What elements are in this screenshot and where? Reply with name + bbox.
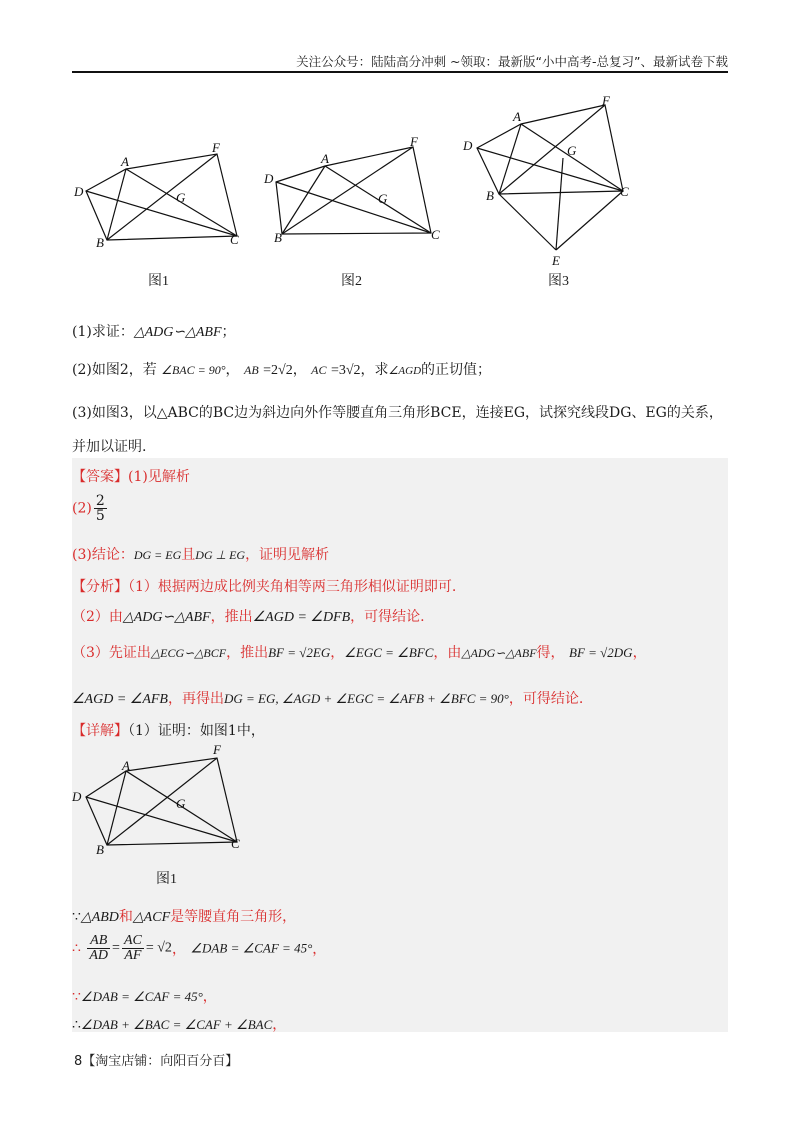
fig3-label-c: C xyxy=(620,184,629,199)
fig2-label-c: C xyxy=(431,227,440,242)
figure-3-caption: 图3 xyxy=(548,274,569,289)
figure-3-diagram xyxy=(455,95,645,270)
detail-fig1-label-g: G xyxy=(176,796,186,811)
detail-line-1: 【详解】（1）证明：如图1中， xyxy=(72,723,265,739)
fig2-label-d: D xyxy=(264,171,274,186)
fig1-label-d: D xyxy=(74,184,84,199)
detail-fig1-label-d: D xyxy=(72,789,82,804)
header-rule xyxy=(72,71,728,73)
analysis-line-1: 【分析】（1）根据两边成比例夹角相等两三角形相似证明即可. xyxy=(72,579,457,595)
fig3-label-f: F xyxy=(602,95,610,108)
detail-step-3: ∵∠DAB = ∠CAF = 45°， xyxy=(72,989,217,1005)
detail-head: 【详解】 xyxy=(72,723,128,739)
analysis-line-4: ∠AGD = ∠AFB，再得出DG = EG, ∠AGD + ∠EGC = ∠AFB + ∠BFC = 90°，可得结论. xyxy=(72,691,584,707)
answer-line-1: 【答案】(1)见解析 xyxy=(72,469,190,485)
fig2-label-b: B xyxy=(274,230,282,245)
fig3-pentagon xyxy=(477,105,623,194)
fig1-label-c: C xyxy=(230,232,239,247)
detail-step-1: ∵△ABD和△ACF是等腰直角三角形， xyxy=(72,909,297,925)
fig2-label-g: G xyxy=(378,191,388,206)
fig3-label-g: G xyxy=(567,143,577,158)
question-3 xyxy=(72,396,728,464)
figure-1-diagram xyxy=(70,140,250,255)
fig2-pentagon xyxy=(276,147,431,234)
question-1: (1)求证：△ADG∽△ABF； xyxy=(72,324,236,340)
analysis-head: 【分析】 xyxy=(72,579,128,595)
detail-fig1-label-f: F xyxy=(213,742,221,757)
question-2: (2)如图2，若 ∠BAC = 90°， AB =2√2， AC =3√2，求∠AGD的正切值； xyxy=(72,362,492,378)
fig1-label-g: G xyxy=(176,190,186,205)
fig3-label-a: A xyxy=(513,109,521,124)
detail-figure-1-diagram xyxy=(70,742,250,860)
page-header: 关注公众号：陆陆高分冲刺 ~领取：最新版“小中高考-总复习”、最新试卷下载 xyxy=(296,54,728,69)
detail-step-4: ∴∠DAB + ∠BAC = ∠CAF + ∠BAC， xyxy=(72,1017,287,1033)
detail-fig1-label-b: B xyxy=(96,842,104,857)
detail-fig1-label-c: C xyxy=(231,836,240,851)
question-3-line-2: 并加以证明. xyxy=(72,439,147,455)
question-3-line-1: (3)如图3，以△ABC的BC边为斜边向外作等腰直角三角形BCE，连接EG，试探究线段DG、EG的关系， xyxy=(72,405,723,421)
figure-2-diagram xyxy=(258,135,448,250)
detail-figure-1-caption: 图1 xyxy=(156,872,177,887)
fig1-label-b: B xyxy=(96,235,104,250)
answer-head: 【答案】 xyxy=(72,469,128,485)
detail-step-2: ∴ $\frac{AB}{AD}$ = $\frac{AC}{AF}$ = √2， ∠DAB = ∠CAF = 45°， xyxy=(72,933,327,963)
fig1-label-a: A xyxy=(121,154,129,169)
answer-line-3: (3)结论：DG = EG且DG ⊥ EG，证明见解析 xyxy=(72,547,330,563)
analysis-line-3: （3）先证出△ECG∽△BCF，推出BF = √2EG，∠EGC = ∠BFC，由△ADG∽△ABF得， BF = √2DG， xyxy=(72,645,647,661)
fig2-label-f: F xyxy=(410,135,418,149)
figure-1-caption: 图1 xyxy=(148,274,169,289)
fig3-label-d: D xyxy=(463,138,473,153)
fig3-label-e: E xyxy=(552,253,560,268)
page-footer: 8【淘宝店铺：向阳百分百】 xyxy=(74,1054,239,1069)
answer-line-2: (2) $\frac{2}{5}$ xyxy=(72,493,105,524)
fig1-label-f: F xyxy=(212,140,220,155)
figure-2-caption: 图2 xyxy=(341,274,362,289)
fig3-label-b: B xyxy=(486,188,494,203)
detail-fig1-label-a: A xyxy=(122,758,130,773)
analysis-line-2: （2）由△ADG∽△ABF，推出∠AGD = ∠DFB，可得结论. xyxy=(72,609,425,625)
fig2-label-a: A xyxy=(321,151,329,166)
